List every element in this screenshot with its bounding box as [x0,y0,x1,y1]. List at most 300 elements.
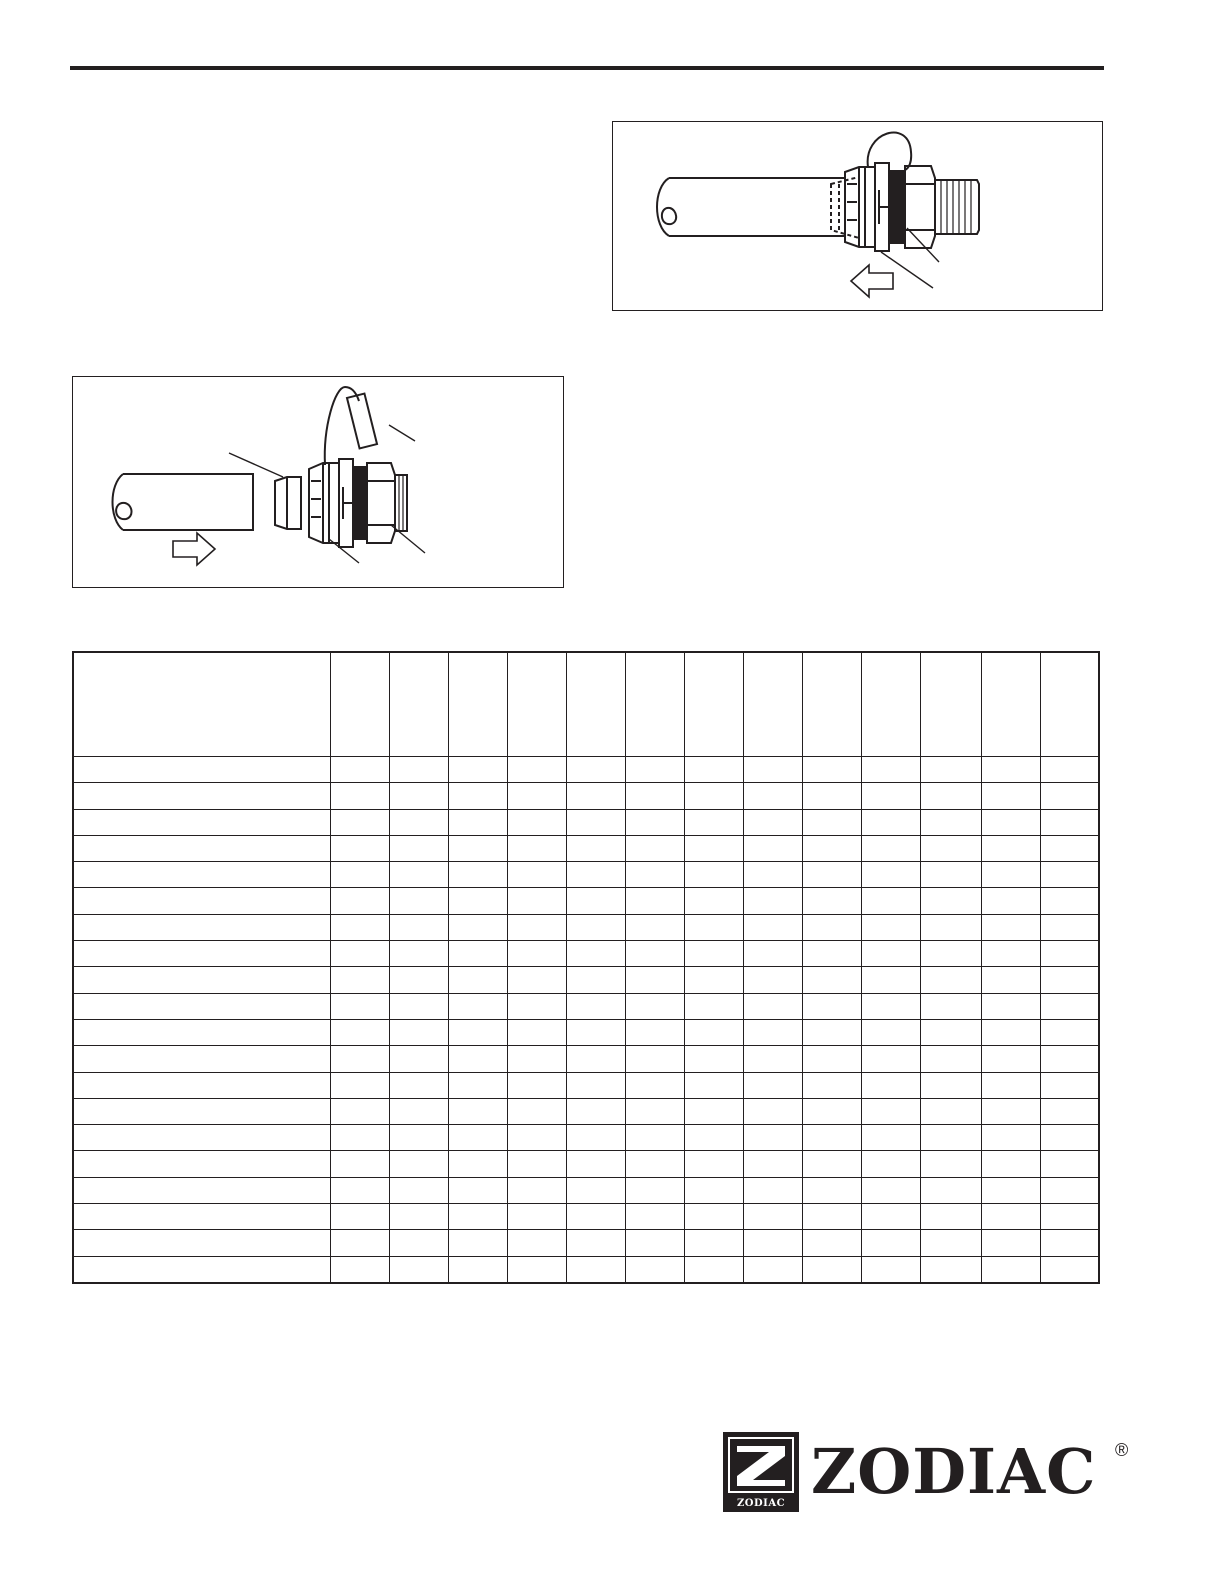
hex-nut [367,463,395,543]
table-cell [625,1125,684,1151]
table-cell [861,1230,920,1256]
table-cell [330,914,389,940]
table-row [73,1230,1099,1256]
table-cell [920,1230,981,1256]
table-cell [920,1046,981,1072]
table-cell [389,1072,448,1098]
table-header-cell [920,652,981,757]
table-cell [981,941,1040,967]
table-cell [73,809,330,835]
zodiac-badge-icon [723,1432,799,1512]
table-cell [1040,809,1099,835]
table-cell [566,1177,625,1203]
table-cell [566,941,625,967]
table-cell [981,1072,1040,1098]
table-cell [861,941,920,967]
table-cell [861,967,920,993]
threaded-end [395,475,407,531]
table-row [73,1019,1099,1045]
table-cell [389,914,448,940]
table-cell [743,783,802,809]
table-cell [981,1019,1040,1045]
table-cell [566,1151,625,1177]
table-cell [743,1177,802,1203]
table-cell [920,783,981,809]
table-cell [684,1098,743,1124]
table-cell [920,862,981,888]
table-header-cell [389,652,448,757]
registered-mark: ® [1115,1440,1129,1460]
table-cell [566,757,625,783]
table-cell [625,862,684,888]
table-row [73,757,1099,783]
table-cell [389,941,448,967]
table-cell [448,835,507,861]
table-cell [1040,888,1099,914]
table-row [73,862,1099,888]
table-cell [1040,1204,1099,1230]
table-cell [507,1151,566,1177]
table-cell [684,914,743,940]
table-cell [1040,1125,1099,1151]
table-cell [981,783,1040,809]
table-cell [448,1177,507,1203]
table-cell [448,1256,507,1283]
table-row [73,1098,1099,1124]
table-cell [1040,1230,1099,1256]
table-cell [802,914,861,940]
table-cell [389,757,448,783]
table-cell [73,941,330,967]
table-cell [330,1019,389,1045]
table-cell [566,1256,625,1283]
table-cell [507,993,566,1019]
table-cell [920,967,981,993]
table-header-cell [684,652,743,757]
table-cell [625,809,684,835]
table-cell [566,862,625,888]
table-cell [625,1098,684,1124]
table-cell [920,809,981,835]
table-cell [625,783,684,809]
table-row [73,1125,1099,1151]
table-cell [684,1019,743,1045]
table-cell [981,1151,1040,1177]
table-cell [389,783,448,809]
table-cell [743,809,802,835]
table-cell [802,1125,861,1151]
table-cell [743,1046,802,1072]
table-header-cell [330,652,389,757]
table-cell [802,783,861,809]
table-cell [861,835,920,861]
table-cell [73,1204,330,1230]
table-cell [625,1256,684,1283]
table-cell [625,941,684,967]
table-cell [330,1177,389,1203]
table-cell [1040,967,1099,993]
table-cell [448,1125,507,1151]
table-cell [330,1125,389,1151]
table-cell [802,1230,861,1256]
table-cell [507,1019,566,1045]
table-cell [566,888,625,914]
table-cell [1040,1072,1099,1098]
table-cell [73,757,330,783]
table-cell [389,888,448,914]
table-cell [448,1046,507,1072]
table-header-cell [861,652,920,757]
table-cell [743,1256,802,1283]
table-cell [566,967,625,993]
table-cell [743,1204,802,1230]
table-cell [330,888,389,914]
table-cell [1040,1046,1099,1072]
table-cell [684,809,743,835]
table-cell [743,888,802,914]
table-cell [684,1204,743,1230]
table-cell [330,967,389,993]
table-cell [448,1098,507,1124]
table-cell [389,1256,448,1283]
table-header-cell [802,652,861,757]
table-cell [920,1098,981,1124]
table-cell [861,757,920,783]
brand-wordmark: ZODIAC [811,1435,1097,1508]
table-cell [1040,757,1099,783]
table-cell [802,1151,861,1177]
table-cell [330,783,389,809]
table-cell [981,862,1040,888]
table-cell [625,1230,684,1256]
table-cell [566,809,625,835]
table-cell [566,1072,625,1098]
table-cell [389,1019,448,1045]
table-cell [802,1019,861,1045]
table-cell [920,835,981,861]
table-row [73,888,1099,914]
table-cell [861,1098,920,1124]
table-cell [625,1019,684,1045]
table-header-cell [73,652,330,757]
table-cell [507,757,566,783]
table-cell [684,967,743,993]
table-cell [566,914,625,940]
table-cell [389,967,448,993]
table-cell [625,757,684,783]
table-cell [802,993,861,1019]
table-cell [802,862,861,888]
table-row [73,809,1099,835]
table-header-row [73,652,1099,757]
table-cell [684,1256,743,1283]
table-cell [73,1046,330,1072]
table-cell [73,888,330,914]
table-row [73,835,1099,861]
hex-nut [905,166,935,248]
table-cell [73,1230,330,1256]
table-cell [981,1046,1040,1072]
table-cell [861,1151,920,1177]
table-cell [448,862,507,888]
table-cell [684,1151,743,1177]
table-cell [330,809,389,835]
table-cell [389,1151,448,1177]
table-cell [566,993,625,1019]
table-cell [625,993,684,1019]
table-cell [920,1256,981,1283]
table-cell [802,1177,861,1203]
table-cell [330,862,389,888]
table-cell [802,1072,861,1098]
table-cell [1040,862,1099,888]
table-cell [1040,1098,1099,1124]
table-cell [1040,941,1099,967]
table-cell [684,1230,743,1256]
table-cell [1040,993,1099,1019]
table-cell [861,1019,920,1045]
table-cell [743,835,802,861]
table-cell [625,1046,684,1072]
table-cell [625,1177,684,1203]
figure-hose-disconnect [612,121,1103,311]
table-cell [73,914,330,940]
table-cell [507,967,566,993]
table-cell [743,757,802,783]
table-row [73,783,1099,809]
zodiac-logo [723,1432,1133,1512]
table-cell [981,967,1040,993]
table-cell [389,1177,448,1203]
table-cell [684,1072,743,1098]
table-cell [73,1019,330,1045]
table-cell [861,1072,920,1098]
table-cell [330,1098,389,1124]
table-cell [625,888,684,914]
table-cell [507,1098,566,1124]
table-cell [73,967,330,993]
table-cell [861,783,920,809]
table-header-cell [625,652,684,757]
table-cell [566,1098,625,1124]
table-cell [981,993,1040,1019]
table-cell [802,757,861,783]
figure-hose-connect [72,376,564,588]
table-cell [389,993,448,1019]
table-cell [920,757,981,783]
table-header-cell [1040,652,1099,757]
table-cell [507,941,566,967]
table-cell [389,1098,448,1124]
table-cell [802,941,861,967]
table-cell [920,914,981,940]
table-cell [920,993,981,1019]
table-cell [448,993,507,1019]
table-cell [73,1256,330,1283]
table-cell [625,967,684,993]
table-cell [1040,914,1099,940]
table-cell [73,1177,330,1203]
table-cell [1040,835,1099,861]
table-cell [861,888,920,914]
table-header-cell [566,652,625,757]
table-cell [743,1072,802,1098]
table-cell [389,835,448,861]
table-cell [743,1125,802,1151]
table-cell [743,1230,802,1256]
table-cell [684,783,743,809]
table-cell [507,862,566,888]
hose-disconnect-illustration [613,122,1104,312]
table-cell [389,1046,448,1072]
table-cell [684,1046,743,1072]
table-cell [389,809,448,835]
table-cell [448,809,507,835]
table-row [73,941,1099,967]
table-cell [330,835,389,861]
table-cell [861,993,920,1019]
table-row [73,914,1099,940]
table-cell [861,1256,920,1283]
table-cell [625,835,684,861]
table-header-cell [448,652,507,757]
table-cell [684,1125,743,1151]
table-cell [389,1230,448,1256]
table-header-cell [743,652,802,757]
table-cell [981,888,1040,914]
table-cell [389,862,448,888]
hose [669,178,845,236]
table-cell [507,914,566,940]
table-cell [981,835,1040,861]
table-cell [981,757,1040,783]
table-cell [73,1151,330,1177]
table-cell [981,914,1040,940]
table-cell [566,1204,625,1230]
table-cell [73,783,330,809]
table-cell [448,967,507,993]
table-row [73,993,1099,1019]
table-cell [981,1256,1040,1283]
table-cell [920,1072,981,1098]
table-cell [566,1230,625,1256]
table-cell [981,1177,1040,1203]
table-cell [920,1177,981,1203]
table-cell [802,1256,861,1283]
table-cell [566,1019,625,1045]
table-cell [507,1046,566,1072]
table-cell [1040,1151,1099,1177]
table-cell [743,1019,802,1045]
table-cell [566,835,625,861]
table-cell [625,914,684,940]
badge-text: ZODIAC [736,1498,786,1509]
table-cell [802,835,861,861]
table-cell [448,1204,507,1230]
table-row [73,1046,1099,1072]
table-row [73,1151,1099,1177]
table-cell [743,967,802,993]
table-cell [566,1125,625,1151]
table-cell [861,1177,920,1203]
table-cell [330,1151,389,1177]
table-row [73,1204,1099,1230]
table-cell [330,1046,389,1072]
table-cell [448,888,507,914]
table-cell [1040,1019,1099,1045]
table-cell [861,862,920,888]
table-cell [625,1151,684,1177]
table-cell [802,1098,861,1124]
table-cell [507,1204,566,1230]
table-cell [389,1204,448,1230]
table-cell [684,888,743,914]
table-cell [73,1072,330,1098]
table-cell [330,757,389,783]
table-row [73,1177,1099,1203]
table-cell [743,1151,802,1177]
table-cell [861,809,920,835]
table-cell [448,757,507,783]
table-cell [625,1204,684,1230]
table-cell [507,783,566,809]
hose [123,474,253,530]
table-cell [330,993,389,1019]
table-cell [507,888,566,914]
header-rule [70,66,1104,70]
compatibility-table [72,651,1100,1284]
table-cell [981,1098,1040,1124]
table-cell [566,783,625,809]
table-cell [920,941,981,967]
table-cell [743,941,802,967]
table-cell [981,1230,1040,1256]
table-cell [389,1125,448,1151]
table-cell [802,1046,861,1072]
hose-end-cut [113,474,124,530]
table-cell [73,1125,330,1151]
table-row [73,1256,1099,1283]
table-row [73,1072,1099,1098]
table-cell [1040,1256,1099,1283]
table-cell [684,941,743,967]
table-cell [861,1125,920,1151]
table-cell [330,1072,389,1098]
table-cell [920,1204,981,1230]
table-cell [1040,783,1099,809]
table-cell [684,757,743,783]
table-cell [507,1177,566,1203]
table-cell [330,941,389,967]
hose-connect-illustration [73,377,565,589]
direction-arrow-left [851,265,893,297]
table-cell [73,862,330,888]
table-cell [507,1072,566,1098]
table-cell [861,1046,920,1072]
table-cell [507,1125,566,1151]
table-cell [448,1151,507,1177]
table-cell [448,783,507,809]
table-cell [743,993,802,1019]
table-cell [448,1019,507,1045]
table-cell [920,1125,981,1151]
table-header-cell [981,652,1040,757]
table-cell [330,1230,389,1256]
table-cell [920,1019,981,1045]
table-cell [920,888,981,914]
table-cell [448,914,507,940]
table-cell [448,1230,507,1256]
